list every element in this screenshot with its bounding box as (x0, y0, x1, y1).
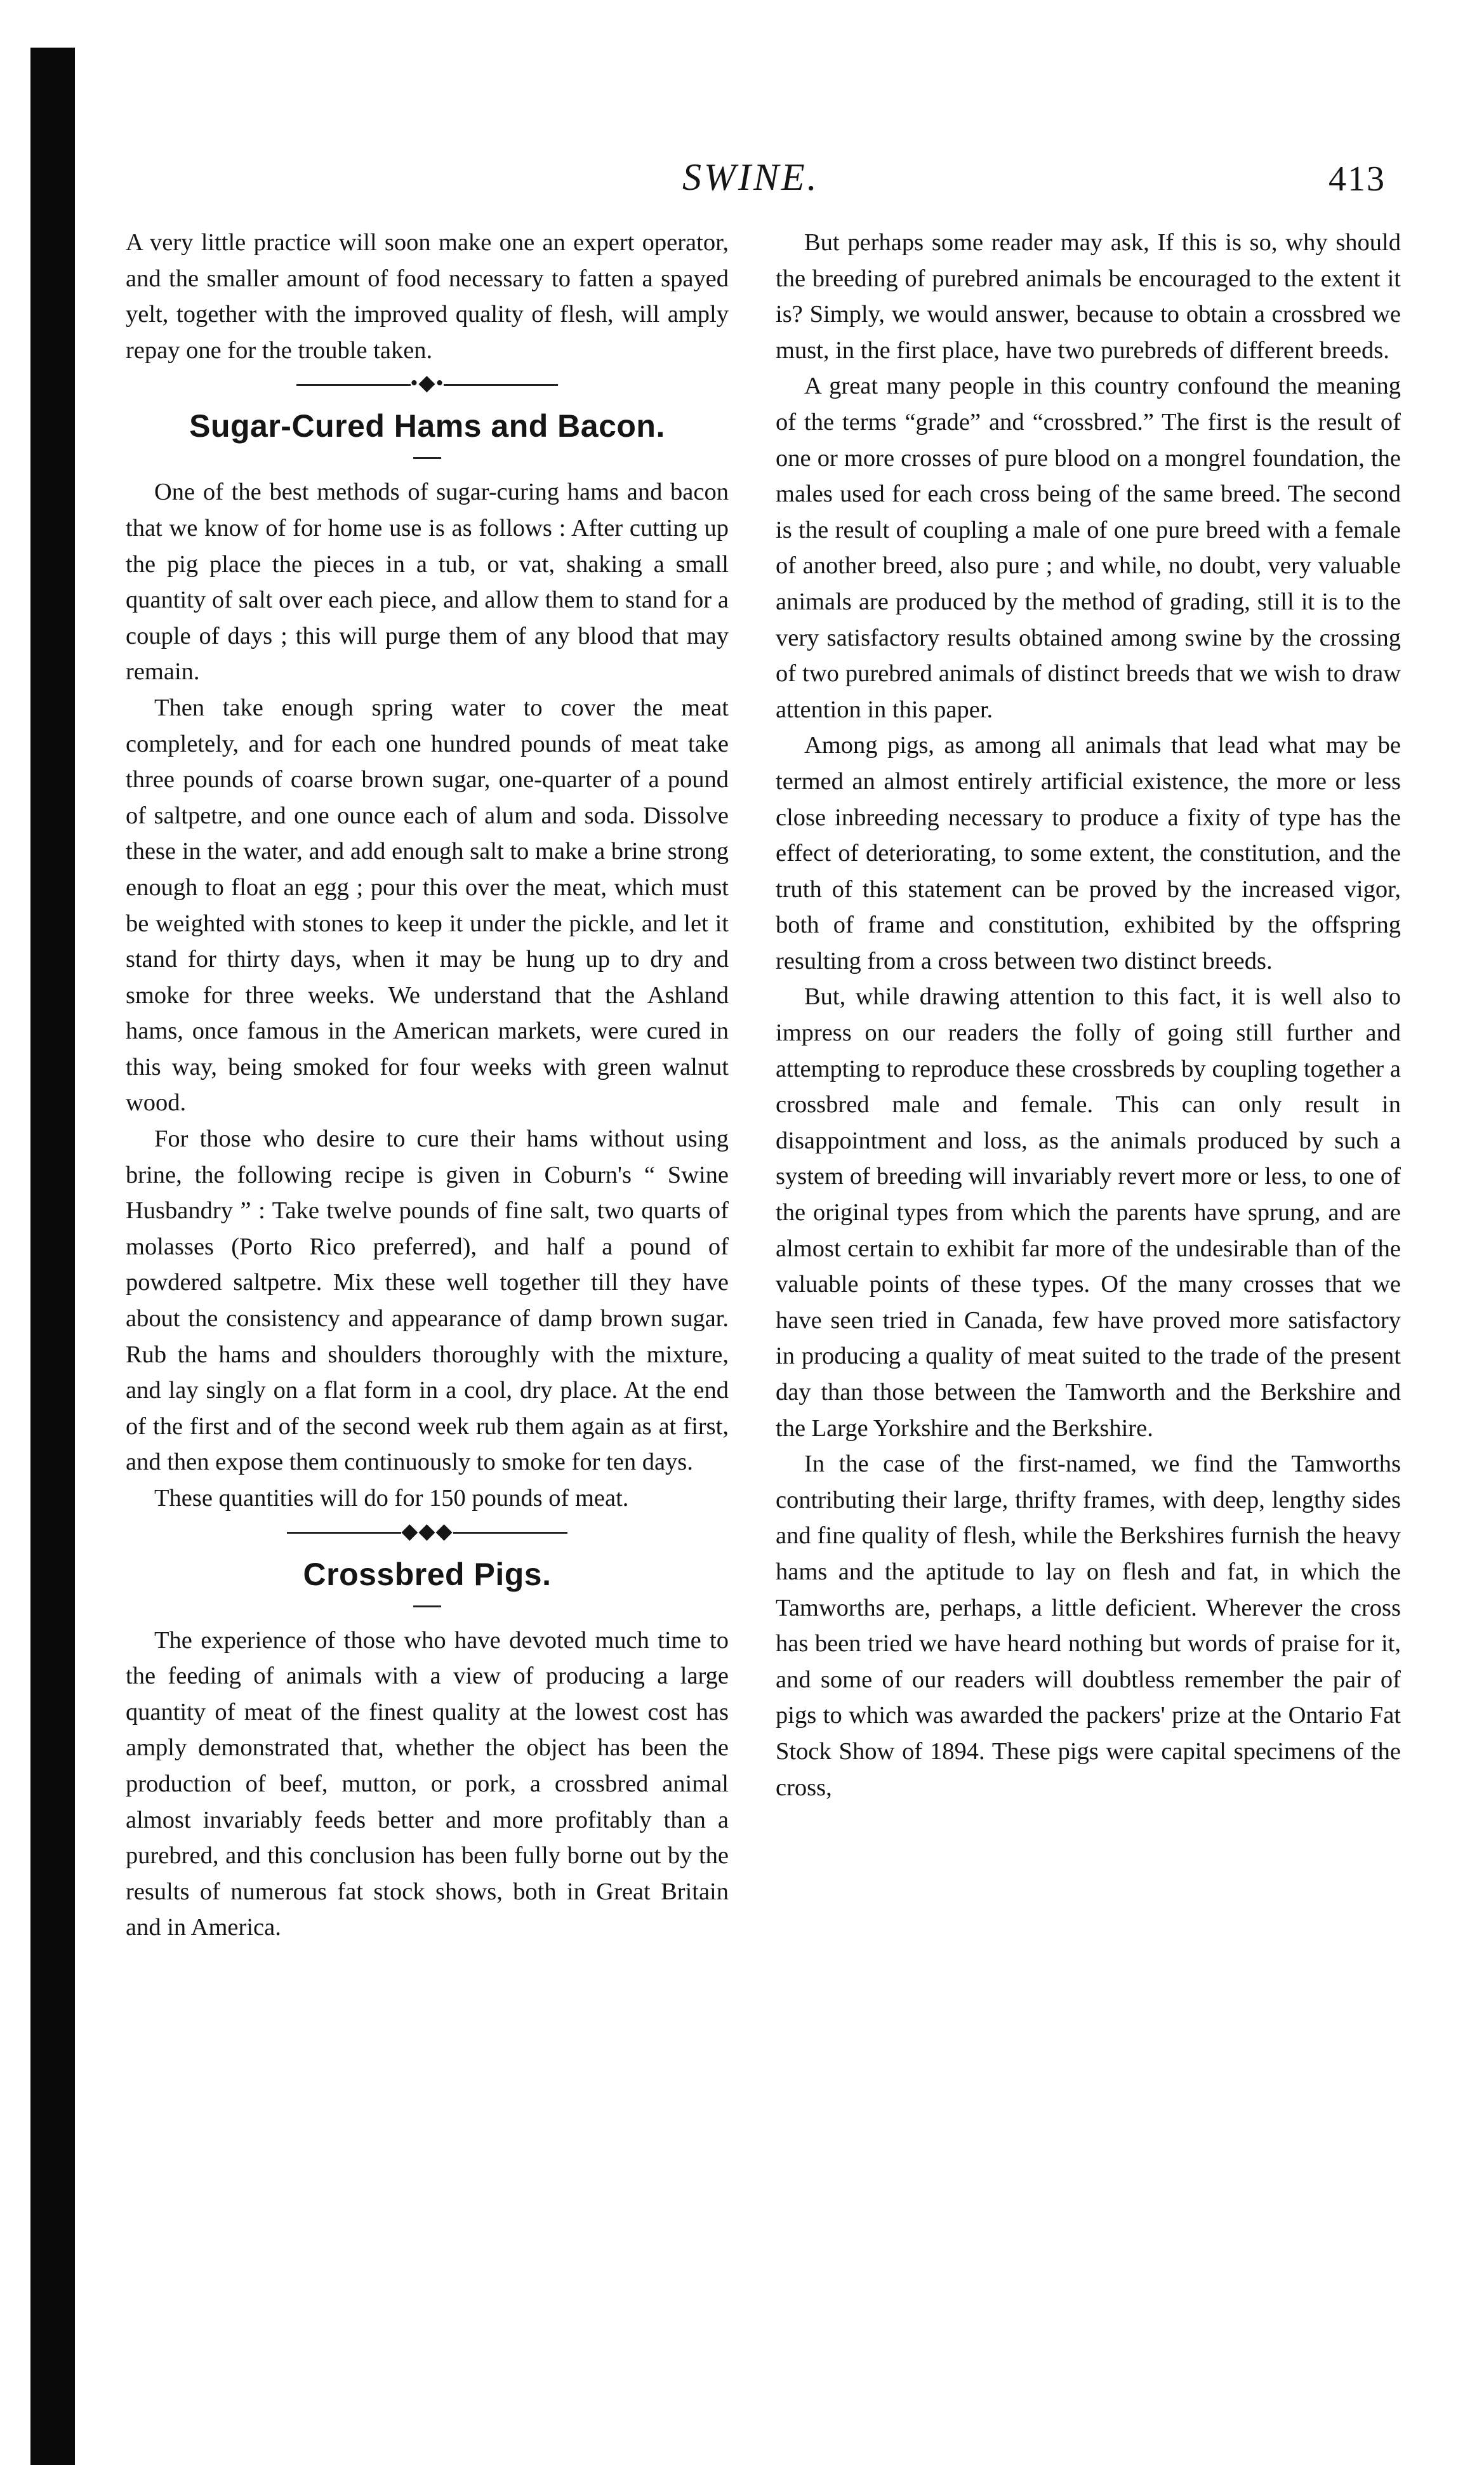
section-divider-ornament (126, 368, 729, 399)
page-number: 413 (1328, 159, 1386, 199)
divider-rule (296, 384, 411, 386)
divider-rule (453, 1532, 567, 1534)
section-heading-sugar-cured-hams: Sugar-Cured Hams and Bacon. (189, 408, 665, 444)
section-heading-crossbred-pigs: Crossbred Pigs. (303, 1556, 552, 1592)
divider-rule (444, 384, 558, 386)
paragraph: But perhaps some reader may ask, If this is so, why should the breeding of purebred animals be encouraged to the extent it is? Simply, we would answer, because to obtain a crossbred we must, in the first place, have two purebreds of different breeds. (776, 229, 1401, 364)
paragraph: A great many people in this country confound the meaning of the terms “grade” and “crossbred.” The first is the result of one or more crosses of pure blood on a mongrel foundation, the males used for each cross being of the same breed. The second is the result of coupling a male of one pure breed with a female of another breed, also pure ; and while, no doubt, very valuable animals are produced by the method of grading, still it is to the very satisfactory results obtained among swine by the crossing of two purebred animals of distinct breeds that we wish to draw attention in this paper. (776, 373, 1401, 723)
intro-paragraph: A very little practice will soon make one an expert operator, and the smaller amount of food necessary to fatten a spayed yelt, together with the improved quality of flesh, will amply repay one for the trouble taken. (126, 229, 729, 364)
divider-rule (287, 1532, 401, 1534)
paragraph: The experience of those who have devoted much time to the feeding of animals with a view of producing a large quantity of meat of the finest quality at the lowest cost has amply demonstrated that, whether the object has been the production of beef, mutton, or pork, a crossbred animal almost invariably feeds better and more profitably than a purebred, and this conclusion has been fully borne out by the results of numerous fat stock shows, both in Great Britain and in America. (126, 1626, 729, 1941)
running-title: SWINE. (682, 156, 819, 198)
paragraph: For those who desire to cure their hams without using brine, the following recipe is given in Coburn's “ Swine Husbandry ” : Take twelve pounds of fine salt, two quarts of molasses (Porto Rico preferred), and half a pound of powdered saltpetre. Mix these well together till they have about the consistency and appearance of damp brown sugar. Rub the hams and shoulders thoroughly with the mixture, and lay singly on a flat form in a cool, dry place. At the end of the first and of the second week rub them again as at first, and then expose them continuously to smoke for ten days. (126, 1126, 729, 1476)
paragraph: In the case of the first-named, we find the Tamworths contributing their large, thrifty frames, with deep, lengthy sides and fine quality of flesh, while the Berkshires furnish the heavy hams and the aptitude to lay on flesh and fat, in which the Tamworths are, perhaps, a little deficient. Wherever the cross has been tried we have heard nothing but words of praise for it, and some of our readers will doubtless remember the pair of pigs to which was awarded the packers' prize at the Ontario Fat Stock Show of 1894. These pigs were capital specimens of the cross, (776, 1451, 1401, 1801)
paragraph: These quantities will do for 150 pounds of meat. (154, 1485, 629, 1512)
heading-dash (413, 457, 441, 459)
paragraph: One of the best methods of sugar-curing hams and bacon that we know of for home use is as follows : After cutting up the pig place the pieces in a tub, or vat, shaking a small quantity of salt over each piece, and allow them to stand for a couple of days ; this will purge them of any blood that may remain. (126, 479, 729, 686)
divider-glyph: •◆• (410, 371, 444, 395)
right-column (776, 225, 1401, 1805)
section-divider-ornament (126, 1517, 729, 1547)
paragraph: But, while drawing attention to this fact, it is well also to impress on our readers the folly of going still further and attempting to reproduce these crossbreds by coupling together a crossbred male and female. This can only result in disappointment and loss, as the animals produced by such a system of breeding will invariably revert more or less, to one of the original types from which the parents have sprung, and are almost certain to exhibit far more of the undesirable than of the valuable points of these types. Of the many crosses that we have seen tried in Canada, few have proved more satisfactory in producing a quality of meat suited to the trade of the present day than those between the Tamworth and the Berkshire and the Large Yorkshire and the Berkshire. (776, 983, 1401, 1442)
left-column (126, 225, 729, 1946)
heading-dash (413, 1605, 441, 1607)
paragraph: Then take enough spring water to cover the meat completely, and for each one hundred pounds of meat take three pounds of coarse brown sugar, one-quarter of a pound of saltpetre, and one ounce each of alum and soda. Dissolve these in the water, and add enough salt to make a brine strong enough to float an egg ; pour this over the meat, which must be weighted with stones to keep it under the pickle, and let it stand for thirty days, when it may be hung up to dry and smoke for three weeks. We understand that the Ashland hams, once famous in the American markets, were cured in this way, being smoked for four weeks with green walnut wood. (126, 694, 729, 1117)
divider-glyph: ◆◆◆ (401, 1519, 453, 1543)
book-binding-edge (30, 48, 75, 2465)
paragraph: Among pigs, as among all animals that lead what may be termed an almost entirely artificial existence, the more or less close inbreeding necessary to produce a fixity of type has the effect of deteriorating, to some extent, the constitution, and the truth of this statement can be proved by the increased vigor, both of frame and constitution, exhibited by the offspring resulting from a cross between two distinct breeds. (776, 732, 1401, 974)
